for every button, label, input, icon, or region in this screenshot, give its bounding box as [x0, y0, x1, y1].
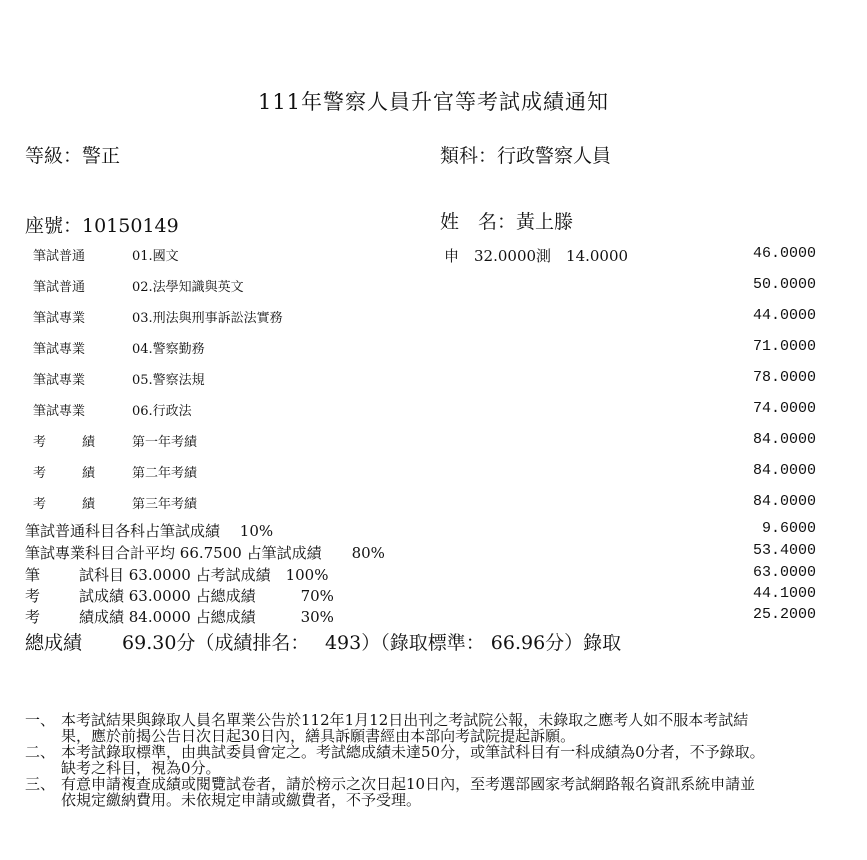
summary-value: 25.2000	[752, 606, 816, 623]
type-char: 績	[81, 497, 95, 512]
subject-row	[0, 493, 867, 519]
note-number: 一、	[25, 711, 56, 729]
subject-name: 01.國文	[132, 249, 179, 264]
seat-label: 座號：	[25, 215, 83, 237]
subject-score: 78.0000	[752, 369, 816, 386]
summary-label-prefix: 考	[25, 587, 41, 605]
subject-type: 筆試專業	[33, 404, 86, 419]
summary-row	[25, 606, 867, 626]
summary-row	[25, 585, 867, 605]
subject-row	[0, 462, 867, 488]
note-text: 有意申請複查成績或閱覽試卷者，請於榜示之次日起10日內，至考選部國家考試網路報名資訊系統申請並依規定繳納費用。未依規定申請或繳費者，不予受理。	[61, 775, 756, 809]
subject-row	[0, 307, 867, 333]
subject-row	[0, 431, 867, 457]
summary-label-prefix: 筆	[25, 566, 41, 584]
document-title: 111年警察人員升官等考試成績通知	[257, 90, 610, 114]
rank-text: （成績排名： 493）	[195, 632, 381, 654]
result-badge: 錄取	[583, 632, 622, 654]
summary-value: 9.6000	[761, 520, 816, 537]
subject-score: 50.0000	[752, 276, 816, 293]
subject-type	[33, 431, 95, 450]
grade-label: 等級：	[25, 145, 83, 167]
summary-value: 44.1000	[752, 585, 816, 602]
grade-value: 警正	[82, 145, 121, 167]
type-char: 績	[81, 466, 95, 481]
notes-section	[25, 712, 765, 808]
type-char: 考	[33, 435, 47, 450]
seat-field	[25, 211, 179, 238]
category-field	[440, 141, 611, 168]
standard-text: （錄取標準： 66.96分）	[380, 632, 584, 654]
subject-score: 84.0000	[752, 462, 816, 479]
summary-label: 筆試專業科目合計平均 66.7500 占筆試成績 80%	[25, 544, 385, 562]
summary-label: 試成績 63.0000 占總成績 70%	[79, 587, 334, 605]
type-char: 考	[33, 466, 47, 481]
subject-type: 筆試專業	[33, 373, 86, 388]
subject-score: 44.0000	[752, 307, 816, 324]
subject-type: 筆試普通	[33, 280, 86, 295]
note-number: 三、	[25, 775, 56, 793]
summary-value: 63.0000	[752, 564, 816, 581]
subject-name: 第三年考績	[132, 497, 198, 512]
subject-type: 筆試專業	[33, 342, 86, 357]
subject-breakdown: 申 32.0000測 14.0000	[444, 247, 629, 265]
note-number: 二、	[25, 743, 56, 761]
summary-row	[25, 520, 867, 540]
total-score-line	[25, 628, 621, 655]
seat-value: 10150149	[82, 215, 179, 237]
subject-score: 71.0000	[752, 338, 816, 355]
subject-name: 05.警察法規	[132, 373, 205, 388]
type-char: 考	[33, 497, 47, 512]
subject-row	[0, 245, 867, 271]
subject-score: 46.0000	[752, 245, 816, 262]
subject-type: 筆試專業	[33, 311, 86, 326]
subject-name: 02.法學知識與英文	[132, 280, 244, 295]
total-score: 69.30分	[122, 632, 196, 654]
summary-row	[25, 564, 867, 584]
subject-row	[0, 338, 867, 364]
subject-name: 第二年考績	[132, 466, 198, 481]
summary-label-prefix: 考	[25, 608, 41, 626]
name-field	[440, 207, 573, 234]
summary-label: 試科目 63.0000 占考試成績 100%	[79, 566, 329, 584]
note-item	[25, 776, 765, 808]
summary-row	[25, 542, 867, 562]
note-text: 本考試結果與錄取人員名單業公告於112年1月12日出刊之考試院公報，未錄取之應考人如不服本考試結果，應於前揭公告日次日起30日內，繕具訴願書經由本部向考試院提起訴願。	[61, 711, 749, 745]
category-value: 行政警察人員	[497, 145, 612, 167]
subject-name: 04.警察勤務	[132, 342, 205, 357]
subject-row	[0, 369, 867, 395]
subject-type	[33, 462, 95, 481]
grade-field	[25, 141, 120, 168]
subject-name: 03.刑法與刑事訴訟法實務	[132, 311, 283, 326]
subject-type	[33, 493, 95, 512]
total-label: 總成績	[25, 632, 83, 654]
subject-name: 06.行政法	[132, 404, 192, 419]
subject-row	[0, 276, 867, 302]
subject-type: 筆試普通	[33, 249, 86, 264]
name-value: 黃上滕	[516, 211, 574, 233]
note-item	[25, 744, 765, 776]
subject-score: 84.0000	[752, 431, 816, 448]
note-item	[25, 712, 765, 744]
subject-name: 第一年考績	[132, 435, 198, 450]
summary-value: 53.4000	[752, 542, 816, 559]
subject-row	[0, 400, 867, 426]
note-text: 本考試錄取標準，由典試委員會定之。考試總成績未達50分，或筆試科目有一科成績為0分者，不予錄取。缺考之科目，視為0分。	[61, 743, 765, 777]
summary-label: 筆試普通科目各科占筆試成績 10%	[25, 522, 274, 540]
subject-score: 74.0000	[752, 400, 816, 417]
summary-label: 績成績 84.0000 占總成績 30%	[79, 608, 334, 626]
category-label: 類科：	[440, 145, 498, 167]
name-label: 姓 名：	[440, 211, 517, 233]
type-char: 績	[81, 435, 95, 450]
subject-score: 84.0000	[752, 493, 816, 510]
